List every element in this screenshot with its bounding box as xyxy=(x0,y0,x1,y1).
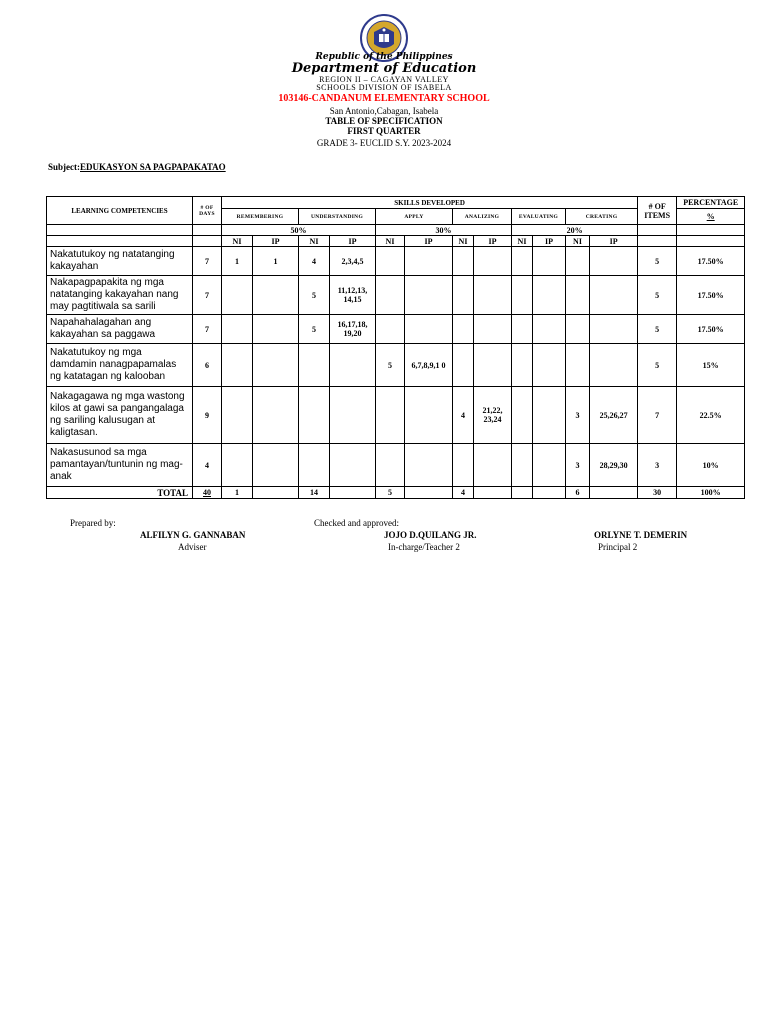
cell-ana-ni xyxy=(453,315,474,344)
cell-und-ip xyxy=(330,444,376,487)
cell-ana-ip xyxy=(474,276,512,315)
subject-label: Subject: xyxy=(48,162,80,172)
cell-eva-ni xyxy=(512,444,533,487)
cell-items: 7 xyxy=(638,387,677,444)
cell-competency: Napahahalagahan ang kakayahan sa paggawa xyxy=(47,315,193,344)
header-ip: IP xyxy=(330,236,376,247)
cell-pct: 15% xyxy=(677,344,745,387)
header-ni: NI xyxy=(299,236,330,247)
header-days: # OF DAYS xyxy=(193,197,222,225)
cell-pct: 10% xyxy=(677,444,745,487)
header-percent-sign: % xyxy=(677,209,745,225)
cell-days: 7 xyxy=(193,315,222,344)
total-label: TOTAL xyxy=(47,487,193,499)
department-line: Department of Education xyxy=(291,61,477,76)
adviser-name: ALFILYN G. GANNABAN xyxy=(140,530,246,540)
cell-pct: 17.50% xyxy=(677,276,745,315)
header-ip: IP xyxy=(253,236,299,247)
cell-cre-ni xyxy=(566,344,590,387)
cell-app-ip xyxy=(405,315,453,344)
header-ni: NI xyxy=(566,236,590,247)
school-name: 103146-CANDANUM ELEMENTARY SCHOOL xyxy=(278,93,490,104)
total-cre-ni: 6 xyxy=(566,487,590,499)
cell-und-ip: 16,17,18, 19,20 xyxy=(330,315,376,344)
cell-cre-ip xyxy=(590,344,638,387)
cell-rem-ni xyxy=(222,344,253,387)
cell-eva-ip xyxy=(533,444,566,487)
cell-eva-ip xyxy=(533,315,566,344)
cell-eva-ni xyxy=(512,315,533,344)
cell-rem-ip xyxy=(253,276,299,315)
cell-app-ip xyxy=(405,444,453,487)
cell-app-ip: 6,7,8,9,1 0 xyxy=(405,344,453,387)
table-row xyxy=(47,315,745,344)
cell-und-ip: 2,3,4,5 xyxy=(330,247,376,276)
cell-ana-ni xyxy=(453,344,474,387)
prepared-by-label: Prepared by: xyxy=(70,518,116,528)
header-skill-analizing: ANALIZING xyxy=(453,209,512,225)
cell-eva-ip xyxy=(533,247,566,276)
cell-ana-ni xyxy=(453,444,474,487)
cell-rem-ni xyxy=(222,444,253,487)
cell-und-ni: 5 xyxy=(299,276,330,315)
header-ip: IP xyxy=(405,236,453,247)
cell-days: 9 xyxy=(193,387,222,444)
cell-cre-ip xyxy=(590,247,638,276)
cell-cre-ni: 3 xyxy=(566,444,590,487)
cell-pct: 22.5% xyxy=(677,387,745,444)
cell-rem-ip xyxy=(253,315,299,344)
table-row xyxy=(47,387,745,444)
cell-cre-ip: 25,26,27 xyxy=(590,387,638,444)
header-skill-understanding: UNDERSTANDING xyxy=(299,209,376,225)
cell-items: 5 xyxy=(638,315,677,344)
weight-30: 30% xyxy=(376,225,512,236)
checked-approved-label: Checked and approved: xyxy=(314,518,399,528)
school-address: San Antonio,Cabagan, Isabela xyxy=(329,106,439,116)
cell-competency: Nakagagawa ng mga wastong kilos at gawi sa pangangalaga ng sariling kalusugan at kaligtasan. xyxy=(47,387,193,444)
cell-app-ni xyxy=(376,315,405,344)
cell-app-ni: 5 xyxy=(376,344,405,387)
cell-ana-ip xyxy=(474,444,512,487)
cell-eva-ni xyxy=(512,276,533,315)
total-app-ni: 5 xyxy=(376,487,405,499)
cell-ana-ip xyxy=(474,344,512,387)
competency-rows xyxy=(47,247,745,487)
cell-competency: Nakapagpapakita ng mga natatanging kakayahan nang may pagtitiwala sa sarili xyxy=(47,276,193,315)
cell-rem-ip xyxy=(253,444,299,487)
principal-name: ORLYNE T. DEMERIN xyxy=(594,530,688,540)
cell-und-ni xyxy=(299,444,330,487)
table-row xyxy=(47,276,745,315)
cell-pct: 17.50% xyxy=(677,315,745,344)
cell-rem-ip: 1 xyxy=(253,247,299,276)
cell-app-ip xyxy=(405,276,453,315)
incharge-name: JOJO D.QUILANG JR. xyxy=(384,530,477,540)
cell-eva-ip xyxy=(533,276,566,315)
cell-ana-ni xyxy=(453,247,474,276)
cell-rem-ni xyxy=(222,387,253,444)
cell-pct: 17.50% xyxy=(677,247,745,276)
total-rem-ni: 1 xyxy=(222,487,253,499)
header-ip: IP xyxy=(590,236,638,247)
cell-days: 7 xyxy=(193,247,222,276)
republic-line: Republic of the Philippines xyxy=(315,52,453,62)
cell-eva-ni xyxy=(512,344,533,387)
header-skill-creating: CREATING xyxy=(566,209,638,225)
adviser-title: Adviser xyxy=(178,542,207,552)
cell-days: 7 xyxy=(193,276,222,315)
header-learning-competencies: LEARNING COMPETENCIES xyxy=(47,197,193,225)
cell-days: 4 xyxy=(193,444,222,487)
cell-und-ip: 11,12,13, 14,15 xyxy=(330,276,376,315)
incharge-title: In-charge/Teacher 2 xyxy=(388,542,460,552)
cell-app-ni xyxy=(376,387,405,444)
cell-competency: Nakatutukoy ng natatanging kakayahan xyxy=(47,247,193,276)
region-line: REGION II – CAGAYAN VALLEY xyxy=(319,75,449,84)
total-pct: 100% xyxy=(677,487,745,499)
cell-cre-ip: 28,29,30 xyxy=(590,444,638,487)
division-line: SCHOOLS DIVISION OF ISABELA xyxy=(316,83,452,92)
principal-title: Principal 2 xyxy=(598,542,638,552)
total-items: 30 xyxy=(638,487,677,499)
cell-ana-ip xyxy=(474,247,512,276)
cell-und-ni: 5 xyxy=(299,315,330,344)
cell-cre-ip xyxy=(590,276,638,315)
table-row xyxy=(47,444,745,487)
subject-value: EDUKASYON SA PAGPAPAKATAO xyxy=(80,162,226,172)
header-skill-apply: APPLY xyxy=(376,209,453,225)
cell-cre-ip xyxy=(590,315,638,344)
header-percentage: PERCENTAGE xyxy=(677,197,745,209)
weight-50: 50% xyxy=(222,225,376,236)
weight-20: 20% xyxy=(512,225,638,236)
table-row xyxy=(47,344,745,387)
cell-items: 5 xyxy=(638,247,677,276)
document-title: TABLE OF SPECIFICATION xyxy=(325,116,443,126)
cell-eva-ip xyxy=(533,344,566,387)
total-row xyxy=(47,487,745,499)
cell-rem-ni xyxy=(222,276,253,315)
cell-und-ni: 4 xyxy=(299,247,330,276)
header-skill-evaluating: EVALUATING xyxy=(512,209,566,225)
cell-app-ip xyxy=(405,387,453,444)
cell-competency: Nakatutukoy ng mga damdamin nanagpapamalas ng katatagan ng kalooban xyxy=(47,344,193,387)
cell-app-ni xyxy=(376,444,405,487)
cell-items: 5 xyxy=(638,344,677,387)
total-days: 40 xyxy=(193,487,222,499)
header-skill-remembering: REMEMBERING xyxy=(222,209,299,225)
cell-app-ni xyxy=(376,247,405,276)
header-ip: IP xyxy=(533,236,566,247)
header-ni: NI xyxy=(512,236,533,247)
cell-app-ni xyxy=(376,276,405,315)
table-row xyxy=(47,247,745,276)
header-ni: NI xyxy=(453,236,474,247)
header-skills-developed: SKILLS DEVELOPED xyxy=(222,197,638,209)
cell-rem-ip xyxy=(253,344,299,387)
cell-items: 3 xyxy=(638,444,677,487)
quarter-line: FIRST QUARTER xyxy=(347,126,421,136)
cell-und-ip xyxy=(330,387,376,444)
grade-line: GRADE 3- EUCLID S.Y. 2023-2024 xyxy=(316,138,452,148)
cell-cre-ni xyxy=(566,247,590,276)
cell-eva-ip xyxy=(533,387,566,444)
cell-und-ni xyxy=(299,344,330,387)
cell-cre-ni: 3 xyxy=(566,387,590,444)
cell-app-ip xyxy=(405,247,453,276)
cell-eva-ni xyxy=(512,387,533,444)
cell-ana-ip xyxy=(474,315,512,344)
cell-cre-ni xyxy=(566,315,590,344)
header-ip: IP xyxy=(474,236,512,247)
specification-table xyxy=(46,196,745,499)
subject-line xyxy=(48,162,226,172)
cell-competency: Nakasusunod sa mga pamantayan/tuntunin ng mag-anak xyxy=(47,444,193,487)
cell-und-ip xyxy=(330,344,376,387)
cell-cre-ni xyxy=(566,276,590,315)
cell-eva-ni xyxy=(512,247,533,276)
cell-und-ni xyxy=(299,387,330,444)
cell-ana-ip: 21,22, 23,24 xyxy=(474,387,512,444)
cell-rem-ip xyxy=(253,387,299,444)
cell-ana-ni xyxy=(453,276,474,315)
cell-days: 6 xyxy=(193,344,222,387)
cell-items: 5 xyxy=(638,276,677,315)
cell-ana-ni: 4 xyxy=(453,387,474,444)
header-ni: NI xyxy=(376,236,405,247)
header-items: # OF ITEMS xyxy=(638,197,677,225)
header-ni: NI xyxy=(222,236,253,247)
total-und-ni: 14 xyxy=(299,487,330,499)
cell-rem-ni: 1 xyxy=(222,247,253,276)
total-ana-ni: 4 xyxy=(453,487,474,499)
cell-rem-ni xyxy=(222,315,253,344)
